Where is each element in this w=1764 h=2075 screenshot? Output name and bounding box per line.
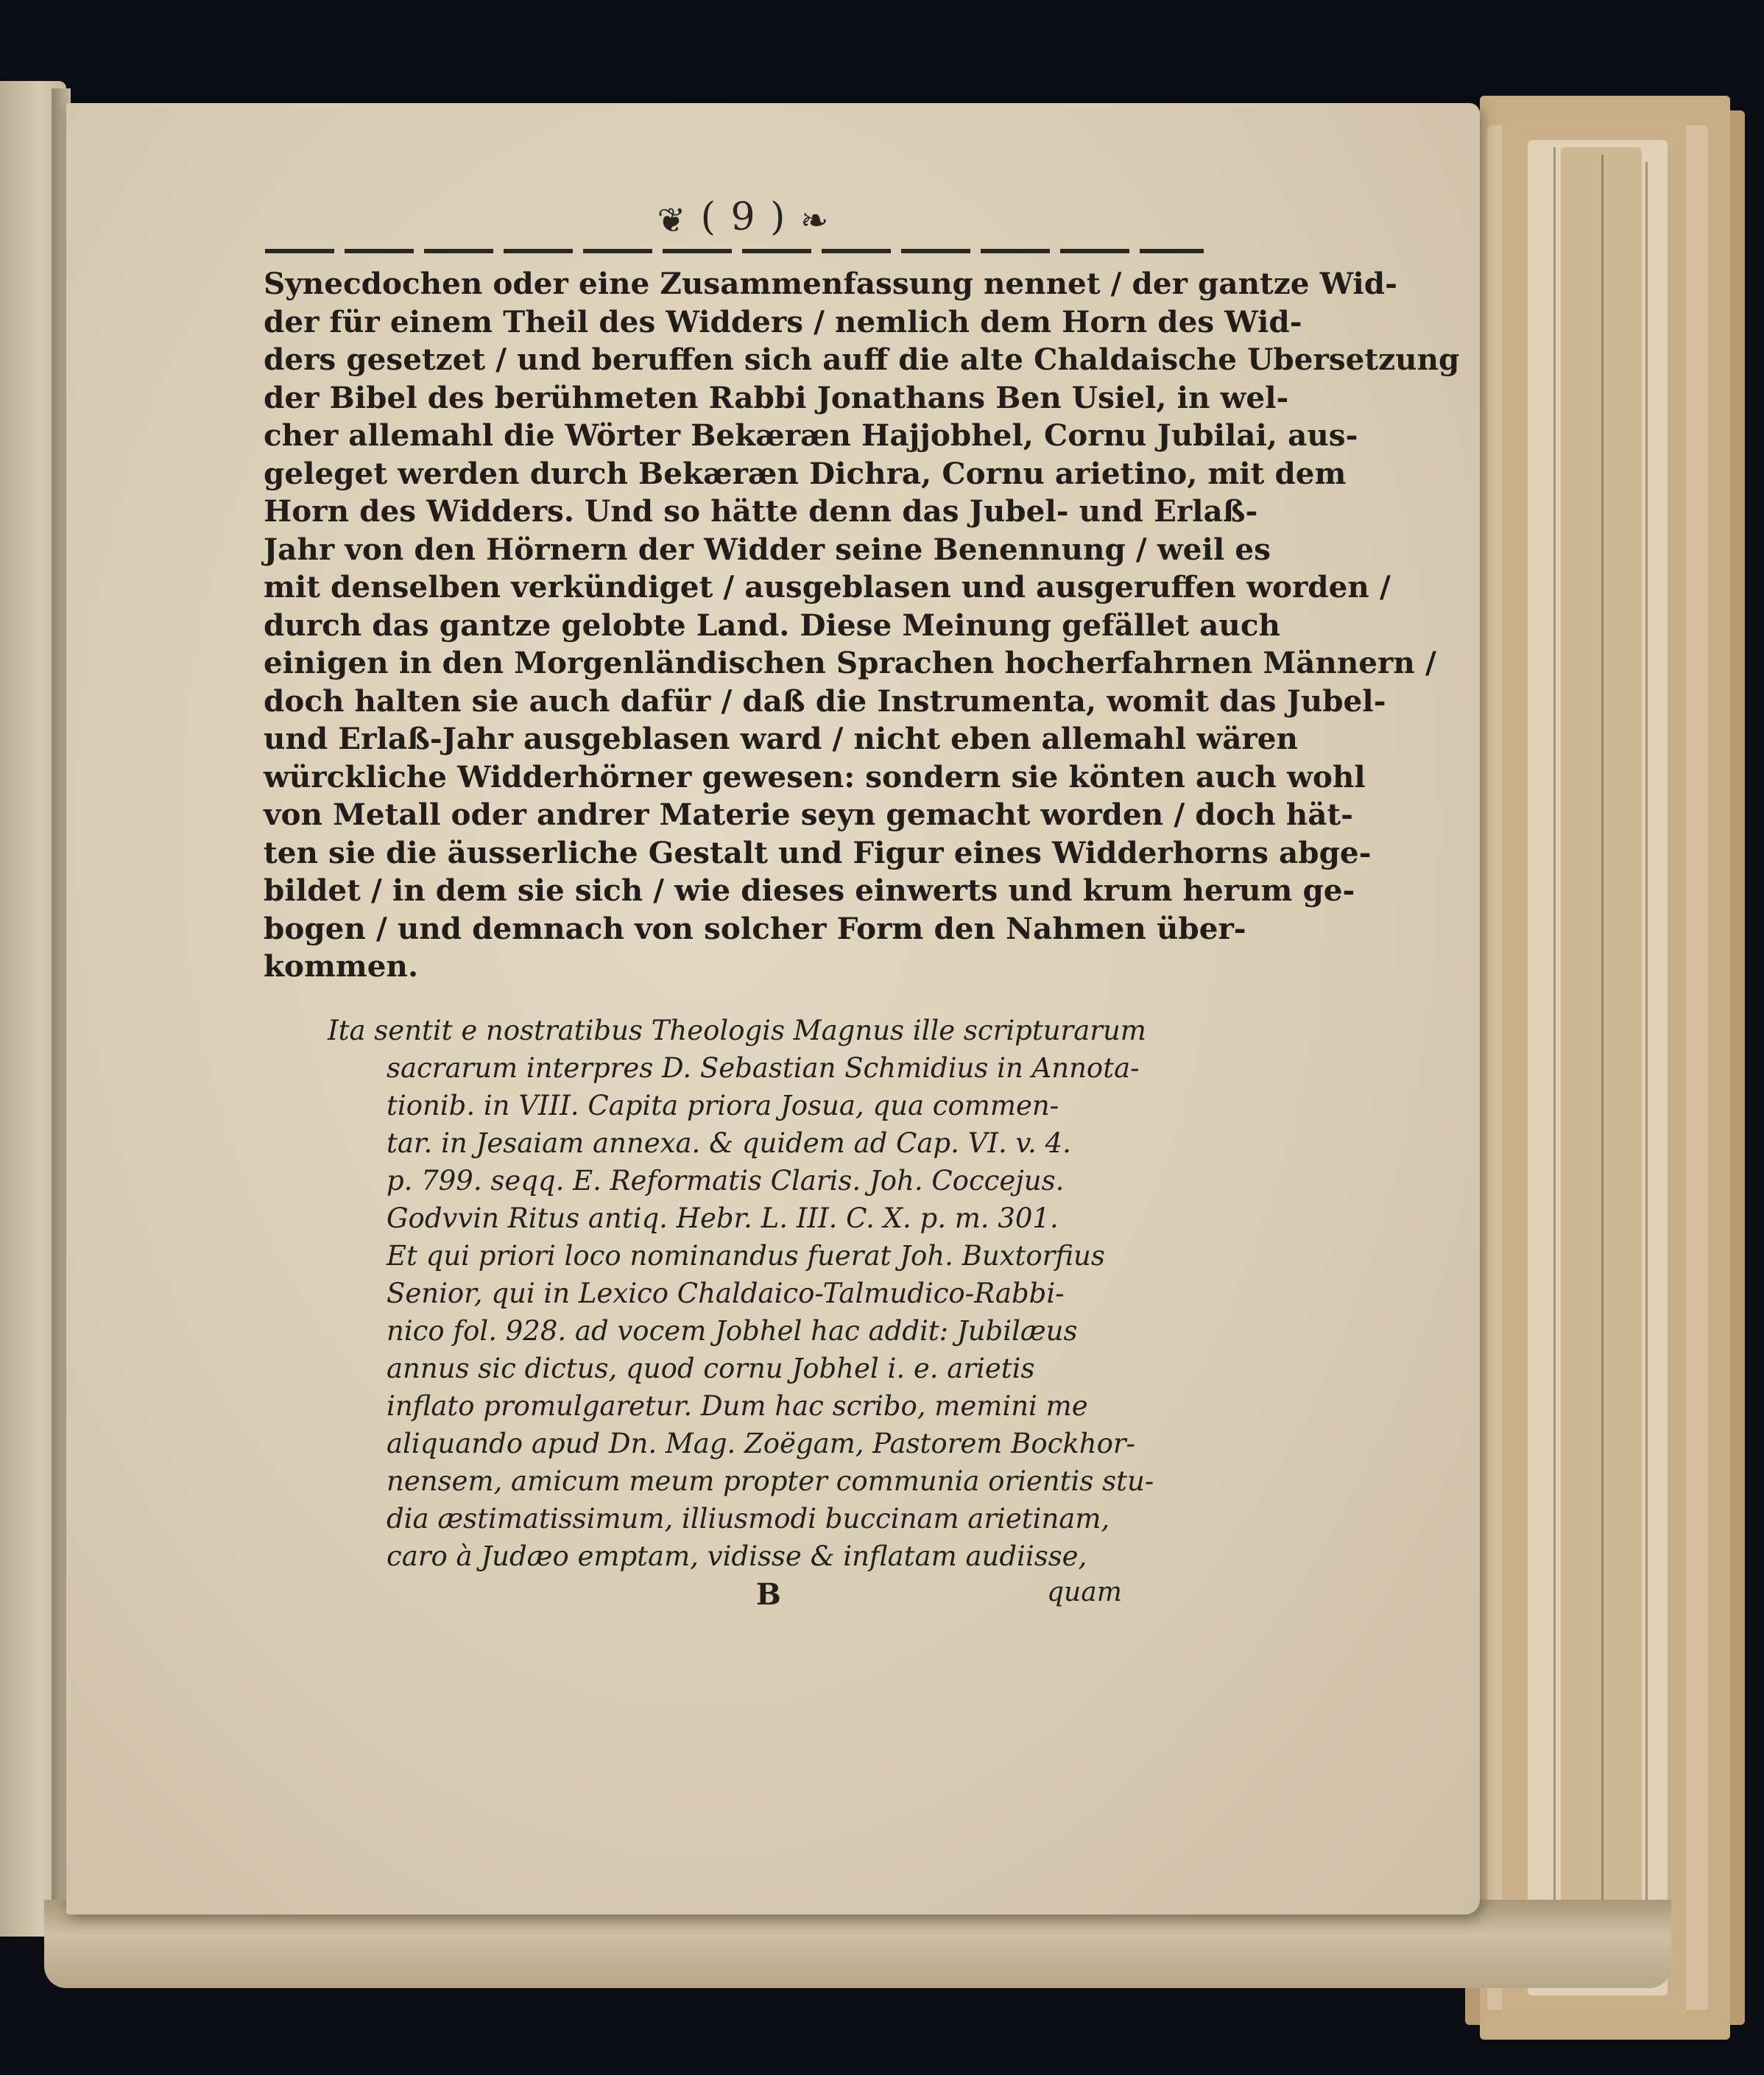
footnote-line: Godvvin Ritus antiq. Hebr. L. III. C. X. p. m. 301.: [387, 1202, 1059, 1234]
text-line: bogen / und demnach von solcher Form den Nahmen über-: [264, 910, 1246, 946]
text-line: der für einem Theil des Widders / nemlich dem Horn des Wid-: [264, 303, 1302, 339]
header-rule: [265, 249, 1204, 253]
text-line: ders gesetzet / und beruffen sich auff die alte Chaldaische Ubersetzung: [264, 342, 1460, 377]
text-line: bildet / in dem sie sich / wie dieses einwerts und krum herum ge-: [264, 873, 1355, 908]
text-line: doch halten sie auch dafür / daß die Instrumenta, womit das Jubel-: [264, 683, 1386, 719]
fleuron-left-icon: ❦: [657, 200, 688, 240]
text-line: durch das gantze gelobte Land. Diese Meinung gefället auch: [264, 607, 1280, 643]
text-line: kommen.: [264, 948, 419, 984]
footnote-line: dia æstimatissimum, illiusmodi buccinam arietinam,: [387, 1503, 1110, 1535]
text-line: würckliche Widderhörner gewesen: sondern sie könten auch wohl: [264, 758, 1366, 795]
footnote-line: nensem, amicum meum propter communia orientis stu-: [387, 1465, 1154, 1497]
footnote-line: inflato promulgaretur. Dum hac scribo, memini me: [387, 1390, 1088, 1422]
footnote-line: sacrarum interpres D. Sebastian Schmidius in Annota-: [387, 1052, 1140, 1084]
footnote-line: nico fol. 928. ad vocem Jobhel hac addit: Jubilæus: [387, 1315, 1078, 1347]
signature-mark: B: [756, 1577, 781, 1612]
page-edge-line: [1601, 155, 1604, 1951]
text-line: Jahr von den Hörnern der Widder seine Benennung / weil es: [264, 531, 1271, 567]
page-header: [622, 195, 865, 240]
text-line: und Erlaß-Jahr ausgeblasen ward / nicht eben allemahl wären: [264, 721, 1299, 756]
text-line: einigen in den Morgenländischen Sprachen hocherfahrnen Männern /: [264, 645, 1436, 680]
footnote-line: Senior, qui in Lexico Chaldaico-Talmudico-Rabbi-: [387, 1278, 1065, 1309]
footnote-line: p. 799. seqq. E. Reformatis Claris. Joh. Coccejus.: [387, 1165, 1065, 1197]
footnote-line: caro à Judæo emptam, vidisse & inflatam audiisse,: [387, 1540, 1087, 1572]
text-line: cher allemahl die Wörter Bekæræn Hajjobhel, Cornu Jubilai, aus-: [264, 418, 1358, 453]
latin-footnote-block: [328, 1012, 1152, 1575]
text-line: geleget werden durch Bekæræn Dichra, Cornu arietino, mit dem: [264, 455, 1347, 491]
footnote-line: aliquando apud Dn. Mag. Zoëgam, Pastorem Bockhor-: [387, 1428, 1136, 1459]
footnote-line: annus sic dictus, quod cornu Jobhel i. e. arietis: [387, 1353, 1035, 1384]
fleuron-right-icon: ❧: [800, 200, 830, 240]
page-edge-line: [1553, 147, 1556, 1959]
text-line: ten sie die äusserliche Gestalt und Figur eines Widderhorns abge-: [264, 834, 1372, 870]
catchword: quam: [1047, 1577, 1122, 1607]
text-line: der Bibel des berühmeten Rabbi Jonathans Ben Usiel, in wel-: [264, 379, 1289, 415]
page-edge-line: [1645, 162, 1648, 1944]
text-line: von Metall oder andrer Materie seyn gemacht worden / doch hät-: [264, 797, 1353, 832]
text-line: Horn des Widders. Und so hätte denn das Jubel- und Erlaß-: [264, 493, 1258, 529]
text-line: mit denselben verkündiget / ausgeblasen und ausgeruffen worden /: [264, 569, 1391, 605]
footnote-line: tionib. in VIII. Capita priora Josua, qua commen-: [387, 1090, 1059, 1121]
text-line: Synecdochen oder eine Zusammenfassung nennet / der gantze Wid-: [264, 266, 1397, 301]
footnote-line: Ita sentit e nostratibus Theologis Magnus ille scripturarum: [328, 1015, 1146, 1046]
footnote-line: Et qui priori loco nominandus fuerat Joh. Buxtorfius: [387, 1240, 1105, 1272]
page-number: ( 9 ): [700, 195, 787, 239]
german-text-block: [264, 265, 1460, 986]
footnote-line: tar. in Jesaiam annexa. & quidem ad Cap. VI. v. 4.: [387, 1127, 1071, 1159]
